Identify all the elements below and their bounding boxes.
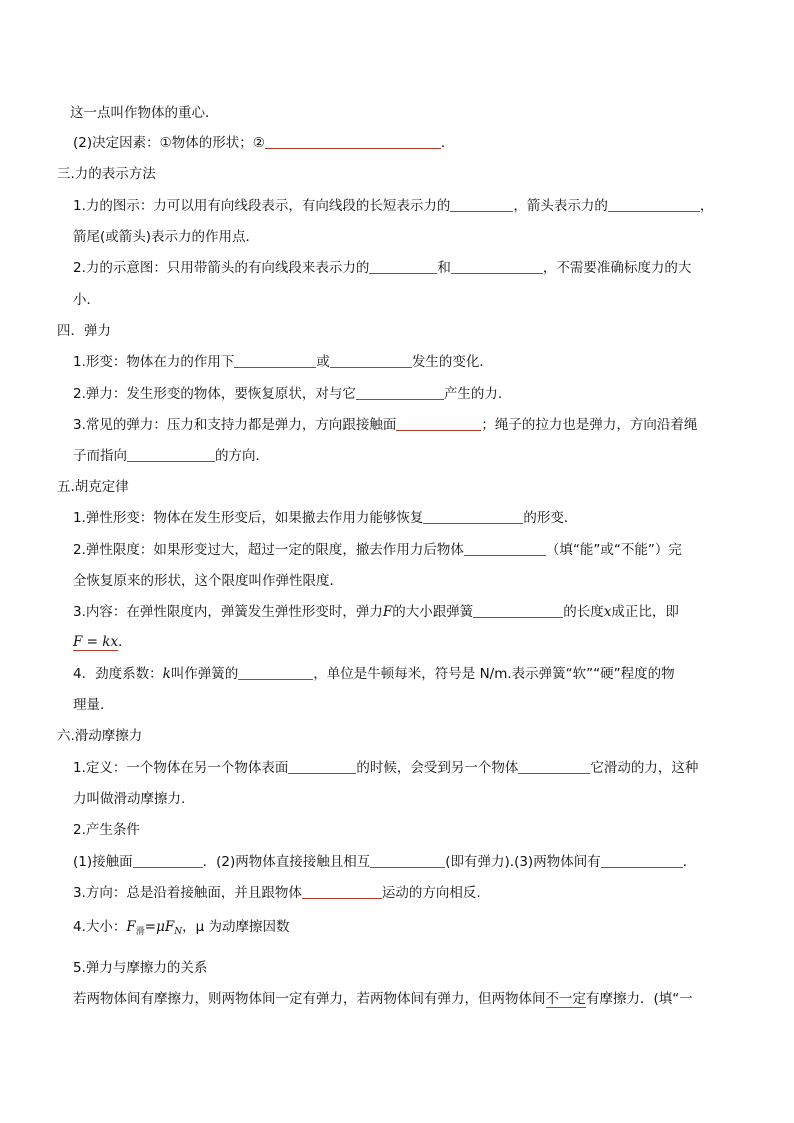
fill-blank[interactable] xyxy=(451,259,543,274)
text-line xyxy=(73,759,698,777)
text-line xyxy=(73,447,269,465)
text: 的大小跟弹簧 xyxy=(392,604,474,620)
text: (1)接触面 xyxy=(73,854,133,870)
text: 1.定义：一个物体在另一个物体表面 xyxy=(73,760,289,776)
section-heading xyxy=(57,322,111,340)
text: 成正比，即 xyxy=(611,604,679,620)
text: ，单位是牛顿每米，符号是 N/m.表示弹簧“软”“硬”程度的物 xyxy=(313,666,675,682)
formula: =μF xyxy=(144,919,175,935)
fill-blank[interactable] xyxy=(396,416,481,431)
text: 发生的变化． xyxy=(411,354,493,370)
text: 1.弹性形变：物体在发生形变后，如果撤去作用力能够恢复 xyxy=(73,510,424,526)
text: 5.弹力与摩擦力的关系 xyxy=(73,960,208,976)
text-line xyxy=(73,291,100,309)
text-line xyxy=(73,918,290,941)
text: 叫作弹簧的 xyxy=(170,666,239,682)
text: 子而指向 xyxy=(73,448,127,464)
text-line xyxy=(73,353,493,371)
text: 或 xyxy=(316,354,330,370)
text: 全恢复原来的形状，这个限度叫作弹性限度． xyxy=(73,573,343,589)
fill-blank[interactable] xyxy=(473,603,563,618)
text: (2)决定因素：①物体的形状；② xyxy=(73,135,265,151)
underlined-text: 不一定 xyxy=(545,991,586,1007)
text: 3.常见的弹力：压力和支持力都是弹力，方向跟接触面 xyxy=(73,417,397,433)
text: ，不需要准确标度力的大 xyxy=(542,260,692,276)
text-line xyxy=(73,990,693,1008)
text-line xyxy=(73,197,713,215)
text: ．(2)两物体直接接触且相互 xyxy=(202,854,371,870)
text-line xyxy=(73,884,481,902)
text: 理量． xyxy=(73,697,114,713)
text: 这一点叫作物体的重心． xyxy=(70,105,219,121)
text: 四．弹力 xyxy=(57,323,111,339)
fill-blank[interactable] xyxy=(464,541,546,556)
text: 1.形变：物体在力的作用下 xyxy=(73,354,235,370)
fill-blank[interactable] xyxy=(601,853,683,868)
text: 和 xyxy=(437,260,451,276)
section-heading xyxy=(57,478,129,496)
text: ，μ 为动摩擦因数 xyxy=(182,919,290,935)
fill-blank[interactable] xyxy=(370,853,445,868)
text: 有摩擦力．(填“一 xyxy=(586,991,693,1007)
text-line xyxy=(73,572,343,590)
text: （填“能”或“不能”）完 xyxy=(545,542,682,558)
fill-blank[interactable] xyxy=(302,884,382,899)
variable: x xyxy=(603,604,612,620)
fill-blank[interactable] xyxy=(288,759,356,774)
text: 的时候，会受到另一个物体 xyxy=(356,760,519,776)
text-line xyxy=(73,853,696,871)
fill-blank[interactable] xyxy=(133,853,203,868)
text: 若两物体间有摩擦力，则两物体间一定有弹力，若两物体间有弹力，但两物体间 xyxy=(73,991,546,1007)
fill-blank[interactable] xyxy=(356,385,444,400)
fill-blank[interactable] xyxy=(127,447,215,462)
fill-blank[interactable] xyxy=(608,197,700,212)
text: 箭尾(或箭头)表示力的作用点． xyxy=(73,229,260,245)
text-line xyxy=(73,959,207,977)
text: ． xyxy=(440,135,455,151)
text-line xyxy=(73,790,185,808)
formula-subscript: N xyxy=(174,927,183,937)
text: ． xyxy=(682,854,697,870)
text-line xyxy=(73,665,675,683)
text-line xyxy=(70,104,219,122)
text: 2.弹性限度：如果形变过大，超过一定的限度，撤去作用力后物体 xyxy=(73,542,464,558)
formula: F xyxy=(126,919,136,935)
fill-blank[interactable] xyxy=(238,665,313,680)
text: 1.力的图示：力可以用有向线段表示，有向线段的长短表示力的 xyxy=(73,198,451,214)
text-line xyxy=(73,603,679,621)
formula: F = kx xyxy=(73,634,119,650)
fill-blank[interactable] xyxy=(518,759,590,774)
text: 2.产生条件 xyxy=(73,822,140,838)
text-line xyxy=(73,541,682,559)
text: 2.力的示意图：只用带箭头的有向线段来表示力的 xyxy=(73,260,370,276)
text: 4．劲度系数： xyxy=(73,666,163,682)
text: 的方向． xyxy=(215,448,269,464)
text: 运动的方向相反. xyxy=(381,885,481,901)
text: ． xyxy=(118,634,132,650)
text: 力叫做滑动摩擦力. xyxy=(73,791,186,807)
text: 六.滑动摩擦力 xyxy=(57,728,143,744)
text-line xyxy=(73,259,691,277)
text-line xyxy=(73,228,259,246)
text: 4.大小： xyxy=(73,919,127,935)
text: ， xyxy=(699,198,714,214)
text: 的长度 xyxy=(563,604,604,620)
fill-blank[interactable] xyxy=(369,259,437,274)
text-line xyxy=(73,821,140,839)
text: 的形变． xyxy=(523,510,578,526)
text: 3.内容：在弹性限度内，弹簧发生弹性形变时，弹力 xyxy=(73,604,383,620)
text: 产生的力． xyxy=(443,386,512,402)
fill-blank[interactable] xyxy=(423,509,523,524)
text: 2.弹力：发生形变的物体，要恢复原状，对与它 xyxy=(73,386,356,402)
text-line xyxy=(73,385,511,403)
text: (即有弹力).(3)两物体间有 xyxy=(445,854,601,870)
text-line xyxy=(73,633,132,651)
fill-blank[interactable] xyxy=(265,134,441,149)
text: ，箭头表示力的 xyxy=(513,198,608,214)
fill-blank[interactable] xyxy=(330,353,412,368)
text: 3.方向：总是沿着接触面，并且跟物体 xyxy=(73,885,302,901)
text: 它滑动的力，这种 xyxy=(590,760,699,776)
fill-blank[interactable] xyxy=(450,197,513,212)
text: 三.力的表示方法 xyxy=(57,166,156,182)
text: ；绳子的拉力也是弹力，方向沿着绳 xyxy=(481,417,698,433)
section-heading xyxy=(57,727,142,745)
variable: k xyxy=(162,666,171,682)
text-line xyxy=(73,509,577,527)
text-line xyxy=(73,134,454,152)
text: 五.胡克定律 xyxy=(57,479,129,495)
text-line xyxy=(73,416,697,434)
section-heading xyxy=(57,165,156,183)
text-line xyxy=(73,696,114,714)
formula-subscript: 滑 xyxy=(135,927,145,937)
fill-blank[interactable] xyxy=(234,353,316,368)
text: 小． xyxy=(73,292,100,308)
variable: F xyxy=(382,604,393,620)
